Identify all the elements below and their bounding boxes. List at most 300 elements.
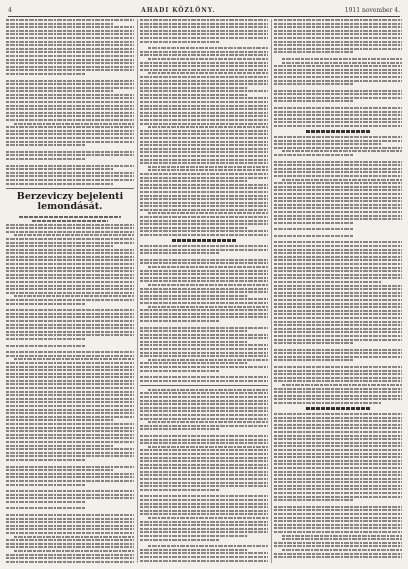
- text-line: [140, 449, 268, 451]
- text-line: [6, 324, 134, 326]
- text-line: [6, 366, 134, 368]
- text-line: [274, 228, 353, 230]
- text-line: [140, 80, 268, 82]
- text-line: [140, 524, 268, 526]
- text-line: [274, 26, 402, 28]
- text-line: [274, 335, 402, 337]
- text-line: [6, 380, 134, 382]
- text-line: [140, 288, 268, 290]
- text-line: [274, 164, 402, 166]
- text-line: [274, 509, 402, 511]
- page-number: 4: [8, 6, 12, 14]
- section-rule: [6, 188, 134, 189]
- text-block-bottom: [140, 389, 268, 563]
- text-line: [140, 101, 268, 103]
- text-line: [282, 62, 402, 64]
- text-line: [274, 492, 402, 494]
- text-line: [6, 101, 134, 103]
- text-line: [274, 211, 402, 213]
- text-line: [274, 33, 402, 35]
- text-line: [274, 241, 402, 243]
- text-line: [274, 107, 402, 109]
- text-line: [274, 80, 402, 82]
- text-line: [274, 545, 402, 547]
- text-line: [140, 223, 268, 225]
- text-line: [6, 497, 134, 499]
- text-line: [274, 143, 382, 145]
- text-line: [6, 83, 134, 85]
- text-line: [6, 441, 134, 443]
- text-line: [140, 503, 268, 505]
- text-line: [6, 309, 134, 311]
- text-line: [282, 58, 402, 60]
- text-line: [274, 140, 402, 142]
- text-line: [274, 349, 402, 351]
- text-line: [140, 259, 268, 261]
- text-line: [274, 48, 402, 50]
- text-line: [282, 384, 402, 386]
- text-line: [6, 168, 114, 170]
- text-line: [274, 204, 402, 206]
- text-line: [6, 494, 134, 496]
- text-line: [274, 359, 353, 361]
- text-line: [140, 87, 248, 89]
- text-line: [6, 448, 134, 450]
- text-line: [274, 23, 402, 25]
- text-line: [274, 496, 402, 498]
- text-line: [6, 44, 134, 46]
- text-line: [140, 230, 268, 232]
- text-line: [140, 65, 268, 67]
- text-line: [140, 344, 268, 346]
- text-line: [274, 90, 402, 92]
- text-line: [274, 438, 402, 440]
- text-line: [6, 419, 114, 421]
- text-line: [274, 37, 402, 39]
- text-line: [140, 19, 268, 21]
- text-line: [6, 259, 134, 261]
- text-line: [6, 398, 134, 400]
- text-line: [6, 154, 134, 156]
- text-line: [140, 495, 268, 497]
- text-line: [14, 550, 134, 552]
- text-line: [6, 401, 134, 403]
- text-line: [140, 556, 268, 558]
- text-line: [6, 23, 114, 25]
- text-line: [274, 373, 402, 375]
- text-line: [6, 55, 134, 57]
- text-line: [274, 114, 402, 116]
- text-line: [274, 44, 402, 46]
- text-line: [148, 58, 268, 60]
- text-line: [274, 402, 382, 404]
- text-line: [274, 189, 402, 191]
- text-line: [140, 330, 248, 332]
- text-line: [6, 130, 134, 132]
- text-line: [6, 105, 134, 107]
- text-line: [148, 359, 268, 361]
- text-line: [6, 133, 134, 135]
- text-line: [140, 521, 268, 523]
- text-line: [6, 334, 134, 336]
- text-line: [274, 445, 402, 447]
- text-line: [148, 421, 268, 423]
- text-line: [274, 520, 402, 522]
- text-line: [274, 463, 402, 465]
- text-line: [274, 306, 402, 308]
- text-line: [148, 72, 268, 74]
- text-line: [274, 51, 353, 53]
- text-line: [6, 299, 134, 301]
- text-line: [282, 538, 402, 540]
- text-line: [148, 266, 268, 268]
- text-line: [274, 517, 402, 519]
- text-line: [274, 171, 402, 173]
- text-line: [6, 416, 134, 418]
- text-line: [274, 420, 402, 422]
- text-line: [140, 108, 268, 110]
- text-line: [6, 320, 134, 322]
- text-line: [274, 317, 402, 319]
- text-line: [6, 19, 134, 21]
- text-line: [140, 177, 268, 179]
- text-line: [140, 327, 268, 329]
- text-line: [6, 327, 134, 329]
- text-line: [140, 392, 268, 394]
- text-line: [6, 87, 134, 89]
- text-line: [140, 198, 268, 200]
- text-line: [274, 328, 402, 330]
- text-line: [274, 442, 402, 444]
- section-title: [172, 239, 236, 242]
- text-line: [148, 126, 268, 128]
- text-line: [6, 376, 134, 378]
- text-line: [6, 473, 134, 475]
- masthead: [8, 4, 400, 16]
- text-line: [274, 235, 353, 237]
- text-line: [274, 69, 402, 71]
- text-line: [140, 97, 268, 99]
- text-line: [282, 150, 402, 152]
- text-line: [274, 431, 402, 433]
- text-line: [6, 151, 134, 153]
- text-line: [140, 115, 268, 117]
- text-line: [274, 285, 402, 287]
- text-line: [274, 449, 402, 451]
- text-line: [6, 394, 134, 396]
- text-line: [6, 518, 134, 520]
- text-line: [274, 417, 402, 419]
- text-line: [282, 535, 402, 537]
- text-line: [6, 274, 134, 276]
- text-line: [140, 362, 248, 364]
- text-line: [274, 259, 402, 261]
- text-line: [6, 373, 134, 375]
- text-line: [140, 313, 268, 315]
- text-line: [140, 51, 268, 53]
- text-line: [6, 313, 134, 315]
- text-line: [274, 274, 402, 276]
- headline-berzeviczy: Berzeviczy bejelenti lemondását.: [16, 190, 124, 213]
- text-line: [274, 527, 402, 529]
- text-line: [6, 507, 85, 509]
- text-line: [274, 380, 402, 382]
- text-line: [274, 292, 402, 294]
- text-line: [6, 387, 134, 389]
- text-line: [140, 439, 268, 441]
- text-line: [140, 535, 248, 537]
- text-line: [6, 80, 134, 82]
- text-line: [6, 501, 85, 503]
- text-line: [140, 105, 268, 107]
- text-line: [140, 539, 219, 541]
- text-line: [6, 267, 134, 269]
- text-line: [140, 370, 219, 372]
- text-line: [274, 467, 402, 469]
- text-line: [140, 513, 268, 515]
- text-line: [6, 476, 134, 478]
- text-block-top: [140, 19, 268, 236]
- text-line: [6, 231, 134, 233]
- text-line: [140, 467, 268, 469]
- text-line: [6, 94, 134, 96]
- text-block-berzeviczy: [6, 224, 134, 563]
- text-line: [274, 427, 402, 429]
- text-line: [6, 480, 134, 482]
- text-line: [6, 48, 134, 50]
- text-line: [274, 193, 402, 195]
- text-line: [274, 147, 402, 149]
- text-line: [274, 453, 402, 455]
- text-line: [140, 23, 268, 25]
- text-line: [274, 267, 402, 269]
- text-line: [148, 47, 268, 49]
- text-line: [140, 159, 268, 161]
- text-line: [274, 460, 402, 462]
- text-line: [6, 469, 114, 471]
- text-line: [14, 123, 134, 125]
- text-line: [140, 94, 248, 96]
- text-line: [274, 215, 402, 217]
- text-line: [140, 252, 219, 254]
- text-line: [140, 262, 268, 264]
- text-line: [140, 302, 268, 304]
- text-line: [6, 119, 134, 121]
- text-line: [140, 298, 268, 300]
- text-line: [6, 362, 134, 364]
- text-line: [6, 37, 134, 39]
- text-line: [274, 277, 402, 279]
- text-line: [6, 97, 134, 99]
- text-line: [140, 531, 268, 533]
- text-line: [274, 125, 402, 127]
- text-line: [140, 471, 268, 473]
- text-line: [140, 280, 268, 282]
- text-line: [6, 405, 134, 407]
- text-line: [140, 418, 268, 420]
- text-line: [274, 456, 402, 458]
- text-line: [274, 41, 402, 43]
- text-block-bottom: [274, 413, 402, 558]
- text-line: [6, 115, 134, 117]
- text-line: [282, 549, 402, 551]
- text-line: [274, 481, 402, 483]
- newspaper-title: AHADI KÖZLÖNY.: [141, 6, 216, 14]
- text-line: [274, 356, 402, 358]
- text-line: [140, 291, 268, 293]
- text-line: [274, 30, 402, 32]
- text-line: [274, 391, 402, 393]
- text-line: [6, 455, 134, 457]
- column-divider: [271, 19, 272, 563]
- text-line: [140, 155, 268, 157]
- text-line: [274, 524, 402, 526]
- column-1: [6, 19, 134, 563]
- text-line: [6, 33, 134, 35]
- section-title: [306, 130, 370, 133]
- text-line: [274, 100, 353, 102]
- text-line: [140, 54, 268, 56]
- text-line: [6, 430, 134, 432]
- text-line: [6, 59, 134, 61]
- text-line: [274, 413, 402, 415]
- text-line: [140, 62, 268, 64]
- text-line: [140, 41, 219, 43]
- text-line: [274, 182, 402, 184]
- text-line: [6, 165, 134, 167]
- text-line: [148, 306, 268, 308]
- text-line: [274, 321, 402, 323]
- text-line: [148, 166, 268, 168]
- text-line: [6, 539, 134, 541]
- text-line: [140, 352, 268, 354]
- text-line: [140, 334, 268, 336]
- text-line: [6, 242, 134, 244]
- text-line: [140, 425, 268, 427]
- text-line: [140, 137, 268, 139]
- text-line: [6, 316, 134, 318]
- text-line: [6, 179, 134, 181]
- text-line: [274, 200, 402, 202]
- text-line: [148, 517, 268, 519]
- text-line: [282, 179, 402, 181]
- text-line: [140, 216, 268, 218]
- text-line: [274, 218, 402, 220]
- text-line: [274, 556, 402, 558]
- text-line: [140, 173, 268, 175]
- text-block-top: [6, 19, 134, 185]
- text-line: [148, 169, 268, 171]
- text-line: [6, 126, 134, 128]
- text-line: [6, 30, 134, 32]
- text-line: [274, 111, 402, 113]
- text-line: [274, 252, 402, 254]
- text-line: [140, 33, 268, 35]
- text-line: [274, 424, 402, 426]
- text-line: [274, 513, 402, 515]
- masthead-rule: [8, 16, 400, 17]
- section-title: [306, 407, 370, 410]
- column-2: [140, 19, 268, 563]
- text-line: [6, 256, 134, 258]
- text-line: [140, 123, 268, 125]
- text-line: [274, 83, 353, 85]
- text-line: [140, 245, 268, 247]
- text-line: [6, 543, 134, 545]
- text-line: [6, 528, 134, 530]
- text-line: [274, 136, 402, 138]
- text-line: [140, 316, 268, 318]
- text-line: [6, 557, 134, 559]
- text-line: [274, 339, 402, 341]
- text-line: [274, 118, 402, 120]
- text-line: [148, 212, 268, 214]
- text-line: [140, 442, 268, 444]
- text-line: [274, 377, 402, 379]
- text-block-middle: [140, 245, 268, 382]
- text-line: [6, 445, 114, 447]
- text-line: [274, 93, 402, 95]
- text-line: [140, 485, 268, 487]
- text-line: [274, 72, 402, 74]
- subheadline: [32, 220, 109, 222]
- text-line: [140, 133, 268, 135]
- text-line: [140, 400, 268, 402]
- text-line: [6, 303, 85, 305]
- text-line: [140, 320, 219, 322]
- text-line: [6, 249, 134, 251]
- text-line: [274, 342, 353, 344]
- text-line: [6, 434, 134, 436]
- text-line: [140, 506, 268, 508]
- text-line: [140, 435, 268, 437]
- text-block-middle: [274, 136, 402, 404]
- text-line: [274, 488, 402, 490]
- text-line: [140, 162, 268, 164]
- text-line: [14, 358, 134, 360]
- text-line: [274, 366, 402, 368]
- text-line: [6, 144, 85, 146]
- text-line: [140, 355, 268, 357]
- text-line: [6, 521, 134, 523]
- text-line: [6, 546, 134, 548]
- text-line: [6, 345, 85, 347]
- text-line: [6, 183, 114, 185]
- text-block-top: [274, 19, 402, 127]
- text-line: [274, 207, 402, 209]
- text-line: [274, 370, 402, 372]
- text-line: [6, 355, 134, 357]
- text-line: [6, 41, 134, 43]
- text-line: [274, 97, 402, 99]
- text-line: [274, 65, 402, 67]
- text-line: [6, 175, 134, 177]
- text-line: [140, 474, 268, 476]
- text-line: [6, 427, 134, 429]
- text-line: [274, 249, 402, 251]
- text-line: [274, 398, 402, 400]
- text-line: [140, 90, 268, 92]
- text-line: [140, 460, 268, 462]
- text-line: [6, 66, 134, 68]
- text-line: [274, 186, 402, 188]
- text-line: [140, 148, 268, 150]
- text-line: [6, 369, 134, 371]
- text-line: [6, 484, 85, 486]
- text-line: [140, 69, 268, 71]
- text-line: [140, 510, 268, 512]
- text-line: [140, 273, 268, 275]
